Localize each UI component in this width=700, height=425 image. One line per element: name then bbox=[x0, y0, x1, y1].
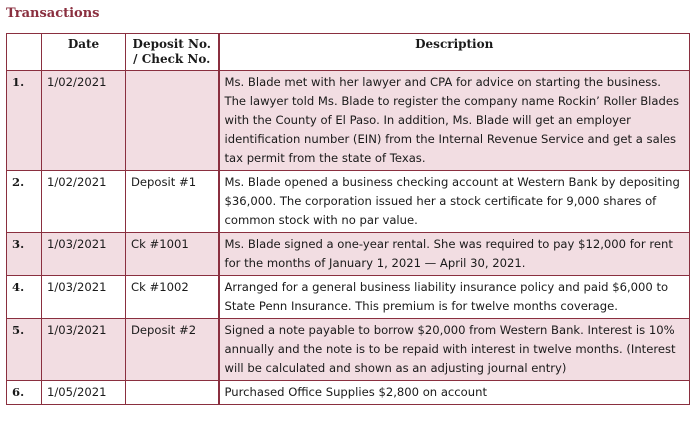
row-date: 1/02/2021 bbox=[42, 71, 126, 171]
column-header-date: Date bbox=[42, 34, 126, 71]
row-date: 1/02/2021 bbox=[42, 171, 126, 233]
page-title: Transactions bbox=[6, 6, 100, 21]
table-row bbox=[7, 71, 690, 171]
row-reference bbox=[126, 71, 219, 171]
row-number: 3. bbox=[7, 233, 42, 276]
table-row bbox=[7, 171, 690, 233]
row-number: 5. bbox=[7, 319, 42, 381]
row-number: 4. bbox=[7, 276, 42, 319]
row-number: 6. bbox=[7, 381, 42, 405]
row-reference: Deposit #1 bbox=[126, 171, 219, 233]
row-date: 1/03/2021 bbox=[42, 319, 126, 381]
column-header-reference-line1: Deposit No. bbox=[132, 37, 211, 51]
row-reference: Ck #1001 bbox=[126, 233, 219, 276]
column-header-number bbox=[7, 34, 42, 71]
row-reference: Ck #1002 bbox=[126, 276, 219, 319]
table-row bbox=[7, 319, 690, 381]
row-number: 1. bbox=[7, 71, 42, 171]
column-header-description: Description bbox=[219, 34, 690, 71]
table-header-row bbox=[7, 34, 690, 71]
row-date: 1/05/2021 bbox=[42, 381, 126, 405]
row-description: Signed a note payable to borrow $20,000 from Western Bank. Interest is 10% annually and the note is to be repaid with interest in twelve months. (Interest will be calculated and shown as an adjusting journal entry) bbox=[219, 319, 690, 381]
row-description: Ms. Blade signed a one-year rental. She was required to pay $12,000 for rent for the months of January 1, 2021 — April 30, 2021. bbox=[219, 233, 690, 276]
row-description: Arranged for a general business liability insurance policy and paid $6,000 to State Penn Insurance. This premium is for twelve months coverage. bbox=[219, 276, 690, 319]
column-header-reference-line2: / Check No. bbox=[133, 52, 211, 66]
table-row bbox=[7, 233, 690, 276]
table-row bbox=[7, 381, 690, 405]
transactions-table bbox=[6, 33, 690, 405]
row-description: Ms. Blade met with her lawyer and CPA for advice on starting the business. The lawyer told Ms. Blade to register the company name Rockin’ Roller Blades with the County of El Paso. In addition, Ms. Blade will get an employer identification number (EIN) from the Internal Revenue Service and get a sales tax permit from the state of Texas. bbox=[219, 71, 690, 171]
column-header-reference bbox=[126, 34, 219, 71]
row-reference bbox=[126, 381, 219, 405]
row-description: Ms. Blade opened a business checking account at Western Bank by depositing $36,000. The corporation issued her a stock certificate for 9,000 shares of common stock with no par value. bbox=[219, 171, 690, 233]
row-date: 1/03/2021 bbox=[42, 276, 126, 319]
table-row bbox=[7, 276, 690, 319]
row-description: Purchased Office Supplies $2,800 on account bbox=[219, 381, 690, 405]
row-reference: Deposit #2 bbox=[126, 319, 219, 381]
row-date: 1/03/2021 bbox=[42, 233, 126, 276]
row-number: 2. bbox=[7, 171, 42, 233]
